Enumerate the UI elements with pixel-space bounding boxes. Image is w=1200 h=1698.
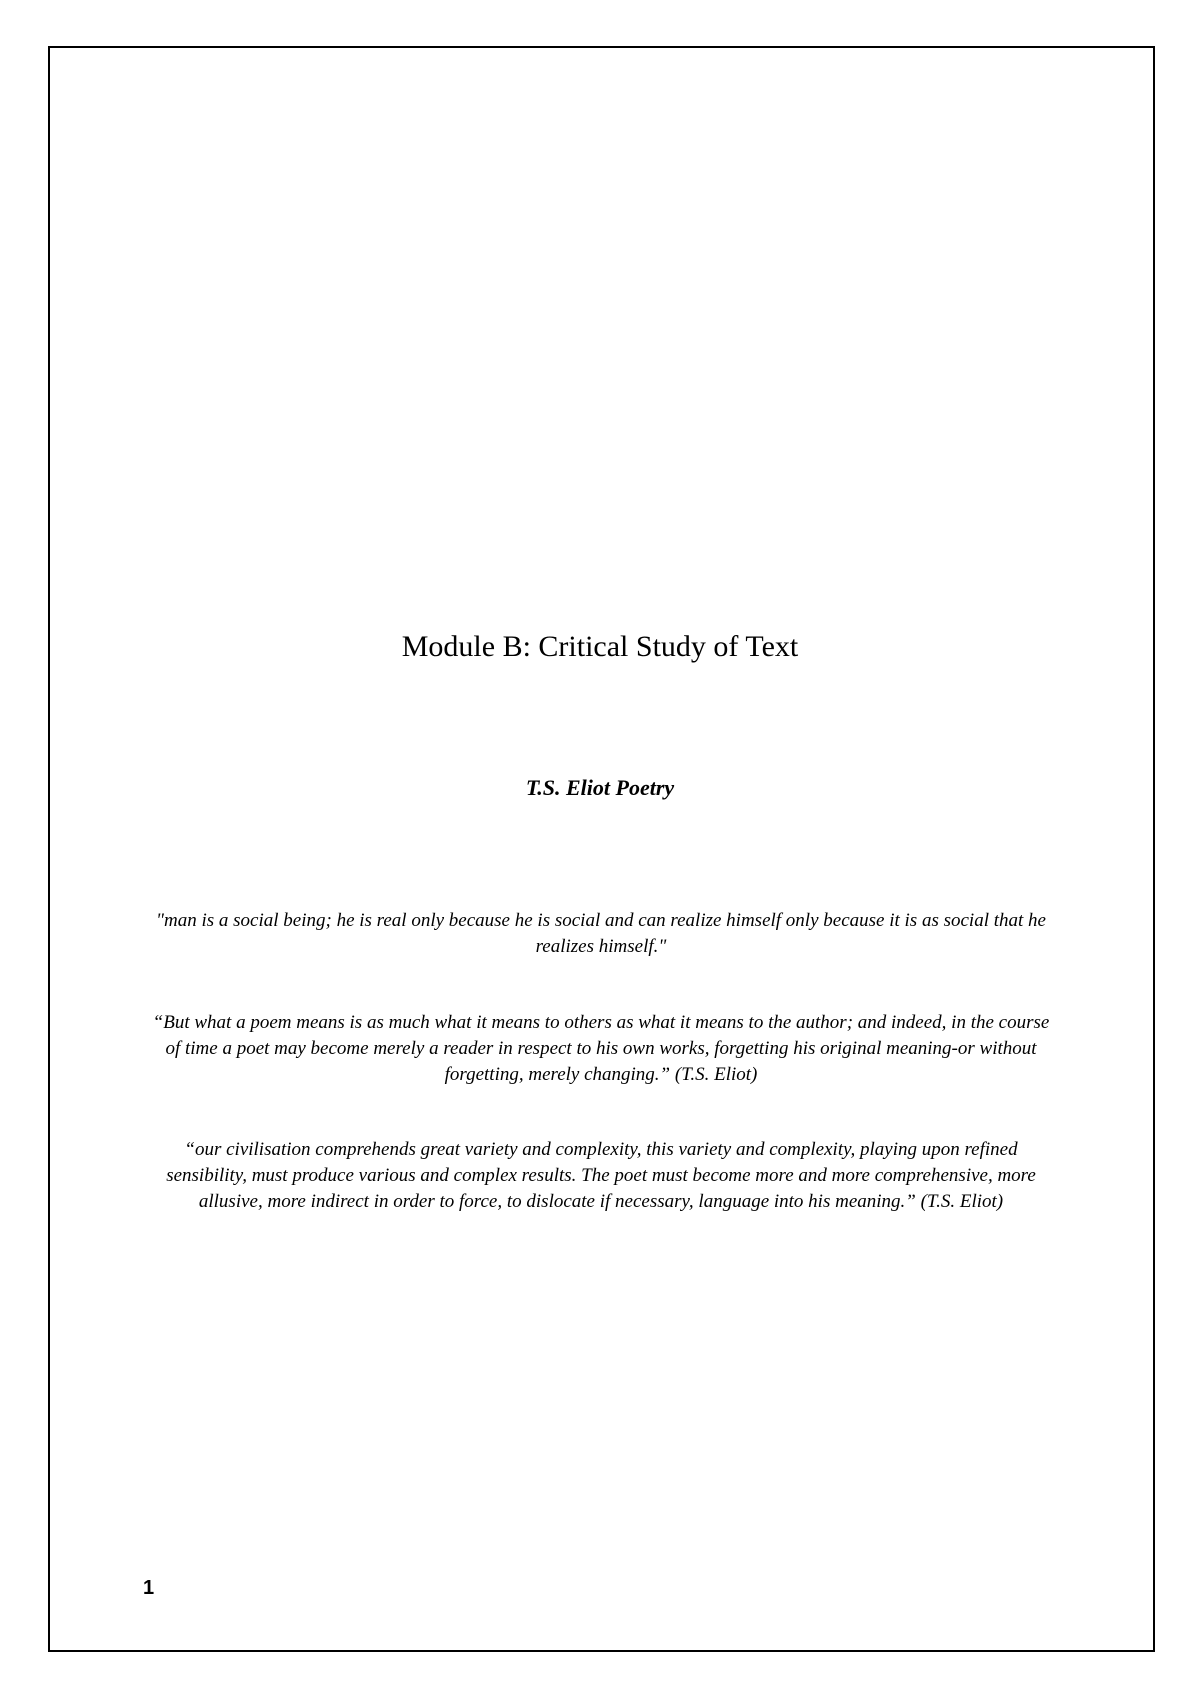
- quote-3: “our civilisation comprehends great variety and complexity, this variety and complexity, playing upon refined sensibility, must produce various and complex results. The poet must become more and more comprehensive, more allusive, more indirect in order to force, to dislocate if necessary, language into his meaning.” (T.S. Eliot): [166, 1139, 1036, 1212]
- quote-1: "man is a social being; he is real only because he is social and can realize himself only because it is as social that he realizes himself.": [156, 910, 1046, 957]
- quote-2: “But what a poem means is as much what it means to others as what it means to the author; and indeed, in the course of time a poet may become merely a reader in respect to his own works, forgetting his original meaning-or without forgetting, merely changing.” (T.S. Eliot): [152, 1012, 1050, 1085]
- document-subtitle: T.S. Eliot Poetry: [525, 775, 675, 800]
- page-number: 1: [143, 1577, 155, 1599]
- document-title: Module B: Critical Study of Text: [401, 630, 799, 663]
- page-border: [48, 46, 1155, 1652]
